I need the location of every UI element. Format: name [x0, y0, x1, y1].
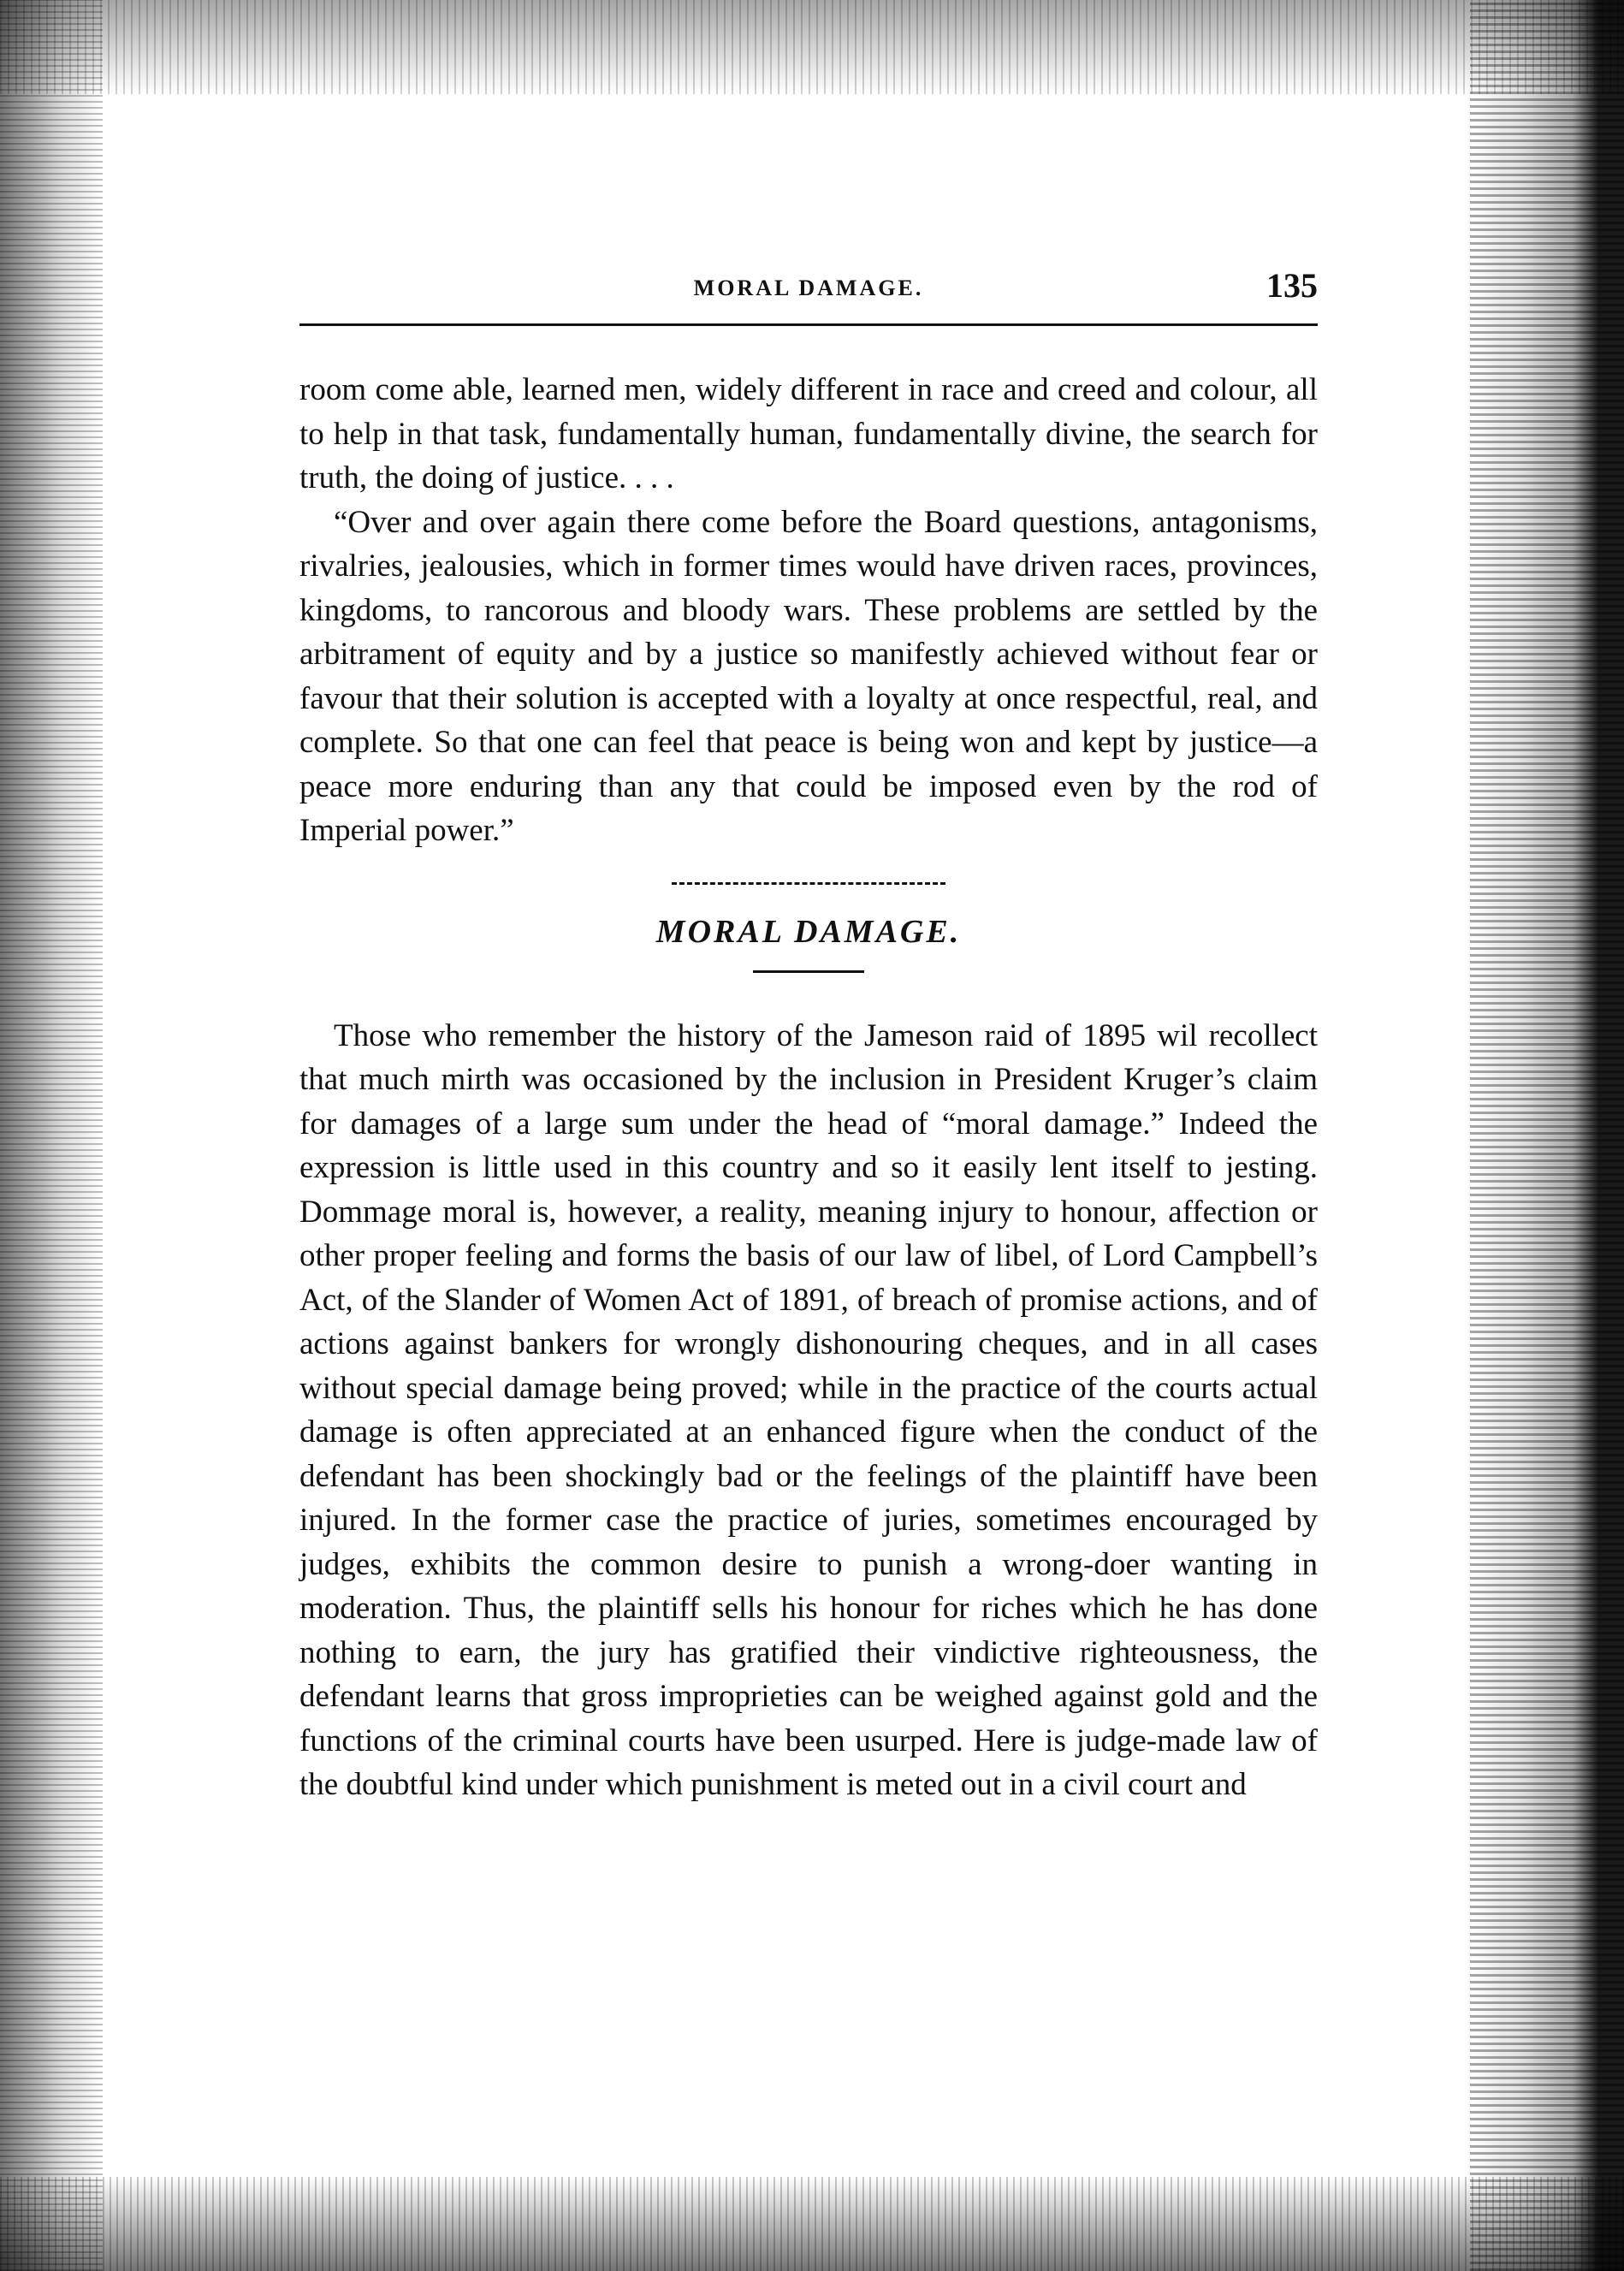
running-title: MORAL DAMAGE.	[693, 276, 924, 300]
paragraph: room come able, learned men, widely different in race and creed and colour, all to help in that task, fundamentally human, fundamentally divine, the search for truth, the doing of justice. . . .	[299, 372, 1318, 495]
paragraph: “Over and over again there come before the Board questions, antagonisms, rivalries, jealousies, which in former times would have driven races, provinces, kingdoms, to rancorous and bloody wars. These problems are settled by the arbitrament of equity and by a justice so manifestly achieved without fear or favour that their solution is accepted with a loyalty at once respectful, real, and complete. So that one can feel that peace is being won and kept by justice—a peace more enduring than any that could be imposed even by the rod of Imperial power.”	[299, 504, 1318, 848]
paragraph: Those who remember the history of the Jameson raid of 1895 wil recollect that much mirth was occasioned by the inclusion in President Kruger’s claim for damages of a large sum under the head of “moral damage.” Indeed the expression is little used in this country and so it easily lent itself to jesting. Dommage moral is, however, a reality, meaning injury to honour, affection or other proper feeling and forms the basis of our law of libel, of Lord Campbell’s Act, of the Slander of Women Act of 1891, of breach of promise actions, and of actions against bankers for wrongly dishonouring cheques, and in all cases without special damage being proved; while in the practice of the courts actual damage is often appreciated at an enhanced figure when the conduct of the defendant has been shockingly bad or the feelings of the plaintiff have been injured. In the former case the practice of juries, sometimes encouraged by judges, exhibits the common desire to punish a wrong-doer wanting in moderation. Thus, the plaintiff sells his honour for riches which he has done nothing to earn, the jury has gratified their vindictive righteousness, the defendant learns that gross improprieties can be weighed against gold and the functions of the criminal courts have been usurped. Here is judge-made law of the doubtful kind under which punishment is meted out in a civil court and	[299, 1017, 1318, 1802]
scan-edge-top	[0, 0, 1624, 94]
body-text	[299, 368, 1318, 1807]
scan-edge-right	[1470, 0, 1624, 2271]
section-title: MORAL DAMAGE.	[655, 913, 962, 950]
running-head	[299, 265, 1318, 308]
title-underline	[753, 970, 864, 973]
scan-edge-left	[0, 0, 103, 2271]
scan-edge-bottom	[0, 2177, 1624, 2271]
section-divider	[672, 882, 945, 885]
page-number: 135	[1266, 266, 1318, 305]
header-rule	[299, 323, 1318, 326]
